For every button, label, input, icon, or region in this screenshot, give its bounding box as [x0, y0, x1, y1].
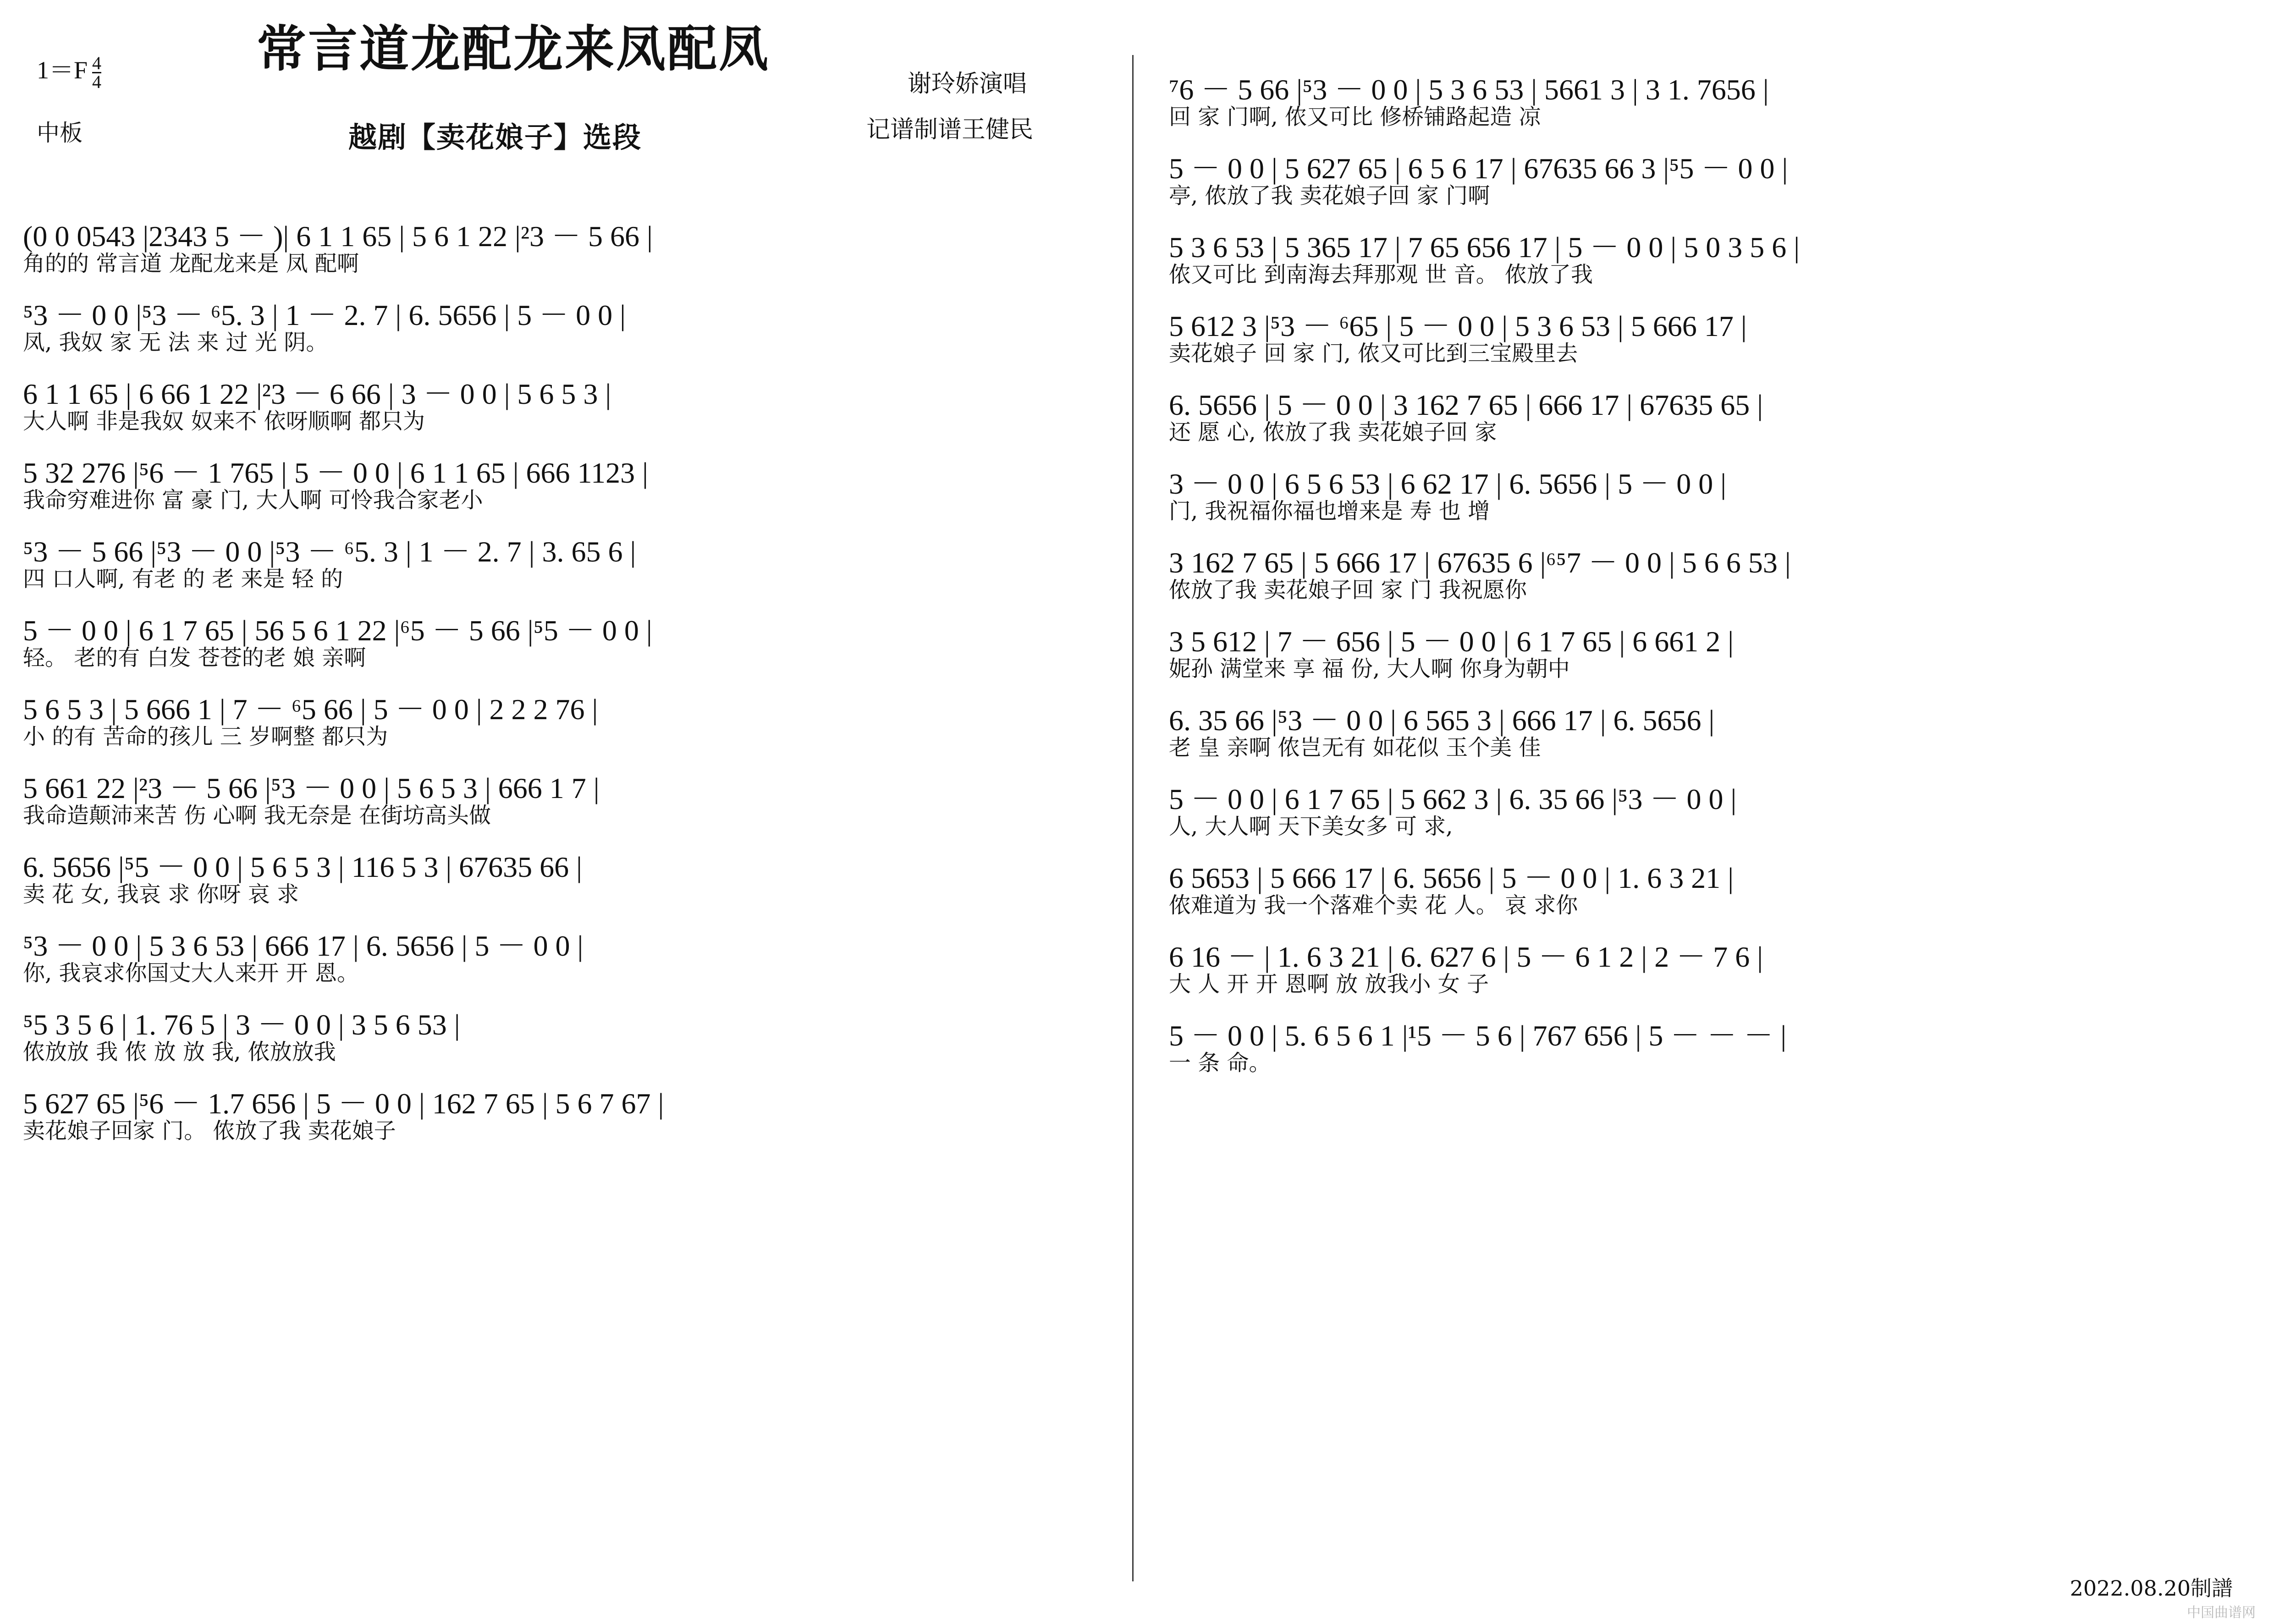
note-line: 6 5653 | 5 666 17 | 6. 5656 | 5 － 0 0 | 1. 6 3 21 |: [1169, 862, 1734, 894]
page-title: 常言道龙配龙来凤配凤: [257, 20, 771, 78]
music-system: [18, 754, 1128, 831]
note-line: ⁵3 － 0 0 |⁵3 － ⁶5. 3 | 1 － 2. 7 | 6. 5656 | 5 － 0 0 |: [23, 299, 626, 331]
music-system: [18, 990, 1128, 1067]
music-body: [0, 55, 2274, 1604]
music-system: [18, 359, 1128, 436]
lyric-line: 我命穷难进你 富 豪 门, 大人啊 可怜我合家老小: [23, 487, 483, 513]
lyric-line: 还 愿 心, 侬放了我 卖花娘子回 家: [1169, 419, 1497, 445]
note-line: 6 1 1 65 | 6 66 1 22 |²3 － 6 66 | 3 － 0 0 | 5 6 5 3 |: [23, 378, 611, 410]
note-line: 5 － 0 0 | 6 1 7 65 | 56 5 6 1 22 |⁶5 － 5 66 |⁵5 － 0 0 |: [23, 614, 652, 647]
lyric-line: 小 的有 苦命的孩儿 三 岁啊整 都只为: [23, 724, 388, 749]
lyric-line: 凤, 我奴 家 无 法 来 过 光 阴。: [23, 330, 328, 355]
lyric-line: 大人啊 非是我奴 奴来不 依呀顺啊 都只为: [23, 408, 425, 434]
music-system: [1164, 1001, 2274, 1078]
credit-singer: 谢玲娇演唱: [908, 70, 1027, 98]
note-line: ⁵3 － 5 66 |⁵3 － 0 0 |⁵3 － ⁶5. 3 | 1 － 2. 7 | 3. 65 6 |: [23, 535, 636, 568]
note-line: ⁵5 3 5 6 | 1. 76 5 | 3 － 0 0 | 3 5 6 53 |: [23, 1008, 460, 1041]
column-divider: [1132, 55, 1134, 1581]
music-system: [1164, 370, 2274, 447]
lyric-line: 轻。 老的有 白发 苍苍的老 娘 亲啊: [23, 645, 366, 671]
note-line: 5 － 0 0 | 5. 6 5 6 1 |¹5 － 5 6 | 767 656 | 5 － － － |: [1169, 1019, 1787, 1052]
note-line: 5 － 0 0 | 6 1 7 65 | 5 662 3 | 6. 35 66 |⁵3 － 0 0 |: [1169, 783, 1737, 815]
transcription-date: 2022.08.20制譜: [2070, 1576, 2233, 1601]
note-line: 5 32 276 |⁵6 － 1 765 | 5 － 0 0 | 6 1 1 65 | 666 1123 |: [23, 457, 648, 489]
lyric-line: 妮孙 满堂来 享 福 份, 大人啊 你身为朝中: [1169, 656, 1570, 682]
lyric-line: 四 口人啊, 有老 的 老 来是 轻 的: [23, 566, 343, 592]
note-line: 5 661 22 |²3 － 5 66 |⁵3 － 0 0 | 5 6 5 3 | 666 1 7 |: [23, 772, 600, 804]
music-system: [1164, 528, 2274, 605]
music-system: [1164, 686, 2274, 763]
tempo-marking: 中板: [37, 120, 83, 146]
lyric-line: 我命造颠沛来苦 伤 心啊 我无奈是 在街坊高头做: [23, 803, 491, 828]
music-system: [1164, 765, 2274, 842]
note-line: 5 6 5 3 | 5 666 1 | 7 － ⁶5 66 | 5 － 0 0 | 2 2 2 76 |: [23, 693, 598, 726]
note-line: ⁷6 － 5 66 |⁵3 － 0 0 | 5 3 6 53 | 5661 3 | 3 1. 7656 |: [1169, 73, 1769, 106]
site-watermark: 中国曲谱网: [2187, 1605, 2256, 1621]
music-system: [1164, 843, 2274, 920]
music-system: [18, 517, 1128, 594]
lyric-line: 卖花娘子回家 门。 侬放了我 卖花娘子: [23, 1118, 396, 1144]
music-system: [18, 1069, 1128, 1146]
music-system: [1164, 134, 2274, 211]
note-line: 3 5 612 | 7 － 656 | 5 － 0 0 | 6 1 7 65 | 6 661 2 |: [1169, 625, 1734, 658]
lyric-line: 你, 我哀求你国丈大人来开 开 恩。: [23, 960, 359, 986]
music-system: [18, 202, 1128, 279]
note-line: ⁵3 － 0 0 | 5 3 6 53 | 666 17 | 6. 5656 | 5 － 0 0 |: [23, 930, 584, 962]
key-label: 1＝F: [37, 56, 88, 84]
note-line: 3 162 7 65 | 5 666 17 | 67635 6 |⁶⁵7 － 0 0 | 5 6 6 53 |: [1169, 546, 1791, 579]
music-system: [18, 596, 1128, 673]
music-system: [18, 438, 1128, 515]
note-line: (0 0 0543 |2343 5 － )| 6 1 1 65 | 5 6 1 22 |²3 － 5 66 |: [23, 220, 653, 253]
lyric-line: 人, 大人啊 天下美女多 可 求,: [1169, 814, 1453, 839]
lyric-line: 卖 花 女, 我哀 求 你呀 哀 求: [23, 881, 299, 907]
music-system: [18, 675, 1128, 752]
lyric-line: 卖花娘子 回 家 门, 侬又可比到三宝殿里去: [1169, 341, 1578, 366]
note-line: 6. 5656 |⁵5 － 0 0 | 5 6 5 3 | 116 5 3 | 67635 66 |: [23, 851, 582, 883]
note-line: 6. 35 66 |⁵3 － 0 0 | 6 565 3 | 666 17 | 6. 5656 |: [1169, 704, 1715, 737]
meter-numerator: 4: [92, 53, 102, 74]
lyric-line: 角的的 常言道 龙配龙来是 凤 配啊: [23, 251, 359, 276]
left-column: [18, 202, 1128, 1148]
note-line: 5 627 65 |⁵6 － 1.7 656 | 5 － 0 0 | 162 7 65 | 5 6 7 67 |: [23, 1087, 664, 1120]
right-column: [1164, 55, 2274, 1080]
note-line: 3 － 0 0 | 6 5 6 53 | 6 62 17 | 6. 5656 | 5 － 0 0 |: [1169, 468, 1727, 500]
note-line: 6. 5656 | 5 － 0 0 | 3 162 7 65 | 666 17 | 67635 65 |: [1169, 389, 1763, 421]
lyric-line: 侬又可比 到南海去拜那观 世 音。 侬放了我: [1169, 262, 1593, 287]
lyric-line: 侬放放 我 侬 放 放 我, 侬放放我: [23, 1039, 336, 1065]
note-line: 5 3 6 53 | 5 365 17 | 7 65 656 17 | 5 － 0 0 | 5 0 3 5 6 |: [1169, 231, 1800, 264]
music-system: [1164, 213, 2274, 290]
music-system: [18, 832, 1128, 909]
music-system: [1164, 55, 2274, 132]
music-system: [1164, 292, 2274, 369]
music-system: [1164, 607, 2274, 684]
lyric-line: 一 条 命。: [1169, 1050, 1271, 1076]
lyric-line: 老 皇 亲啊 侬岂无有 如花似 玉个美 佳: [1169, 735, 1541, 760]
meter-denominator: 4: [92, 72, 102, 93]
music-system: [1164, 449, 2274, 526]
credit-transcriber: 记谱制谱王健民: [866, 116, 1034, 143]
music-system: [18, 911, 1128, 988]
note-line: 5 612 3 |⁵3 － ⁶65 | 5 － 0 0 | 5 3 6 53 | 5 666 17 |: [1169, 310, 1747, 342]
music-system: [18, 281, 1128, 358]
music-system: [1164, 922, 2274, 999]
note-line: 5 － 0 0 | 5 627 65 | 6 5 6 17 | 67635 66 3 |⁵5 － 0 0 |: [1169, 152, 1788, 185]
lyric-line: 回 家 门啊, 侬又可比 修桥铺路起造 凉: [1169, 104, 1541, 130]
lyric-line: 大 人 开 开 恩啊 放 放我小 女 子: [1169, 971, 1489, 997]
lyric-line: 侬难道为 我一个落难个卖 花 人。 哀 求你: [1169, 892, 1578, 918]
page-subtitle: 越剧【卖花娘子】选段: [348, 121, 642, 154]
lyric-line: 侬放了我 卖花娘子回 家 门 我祝愿你: [1169, 577, 1527, 603]
note-line: 6 16 － | 1. 6 3 21 | 6. 627 6 | 5 － 6 1 2 | 2 － 7 6 |: [1169, 941, 1763, 973]
lyric-line: 门, 我祝福你福也增来是 寿 也 增: [1169, 498, 1490, 524]
lyric-line: 亭, 侬放了我 卖花娘子回 家 门啊: [1169, 183, 1490, 209]
